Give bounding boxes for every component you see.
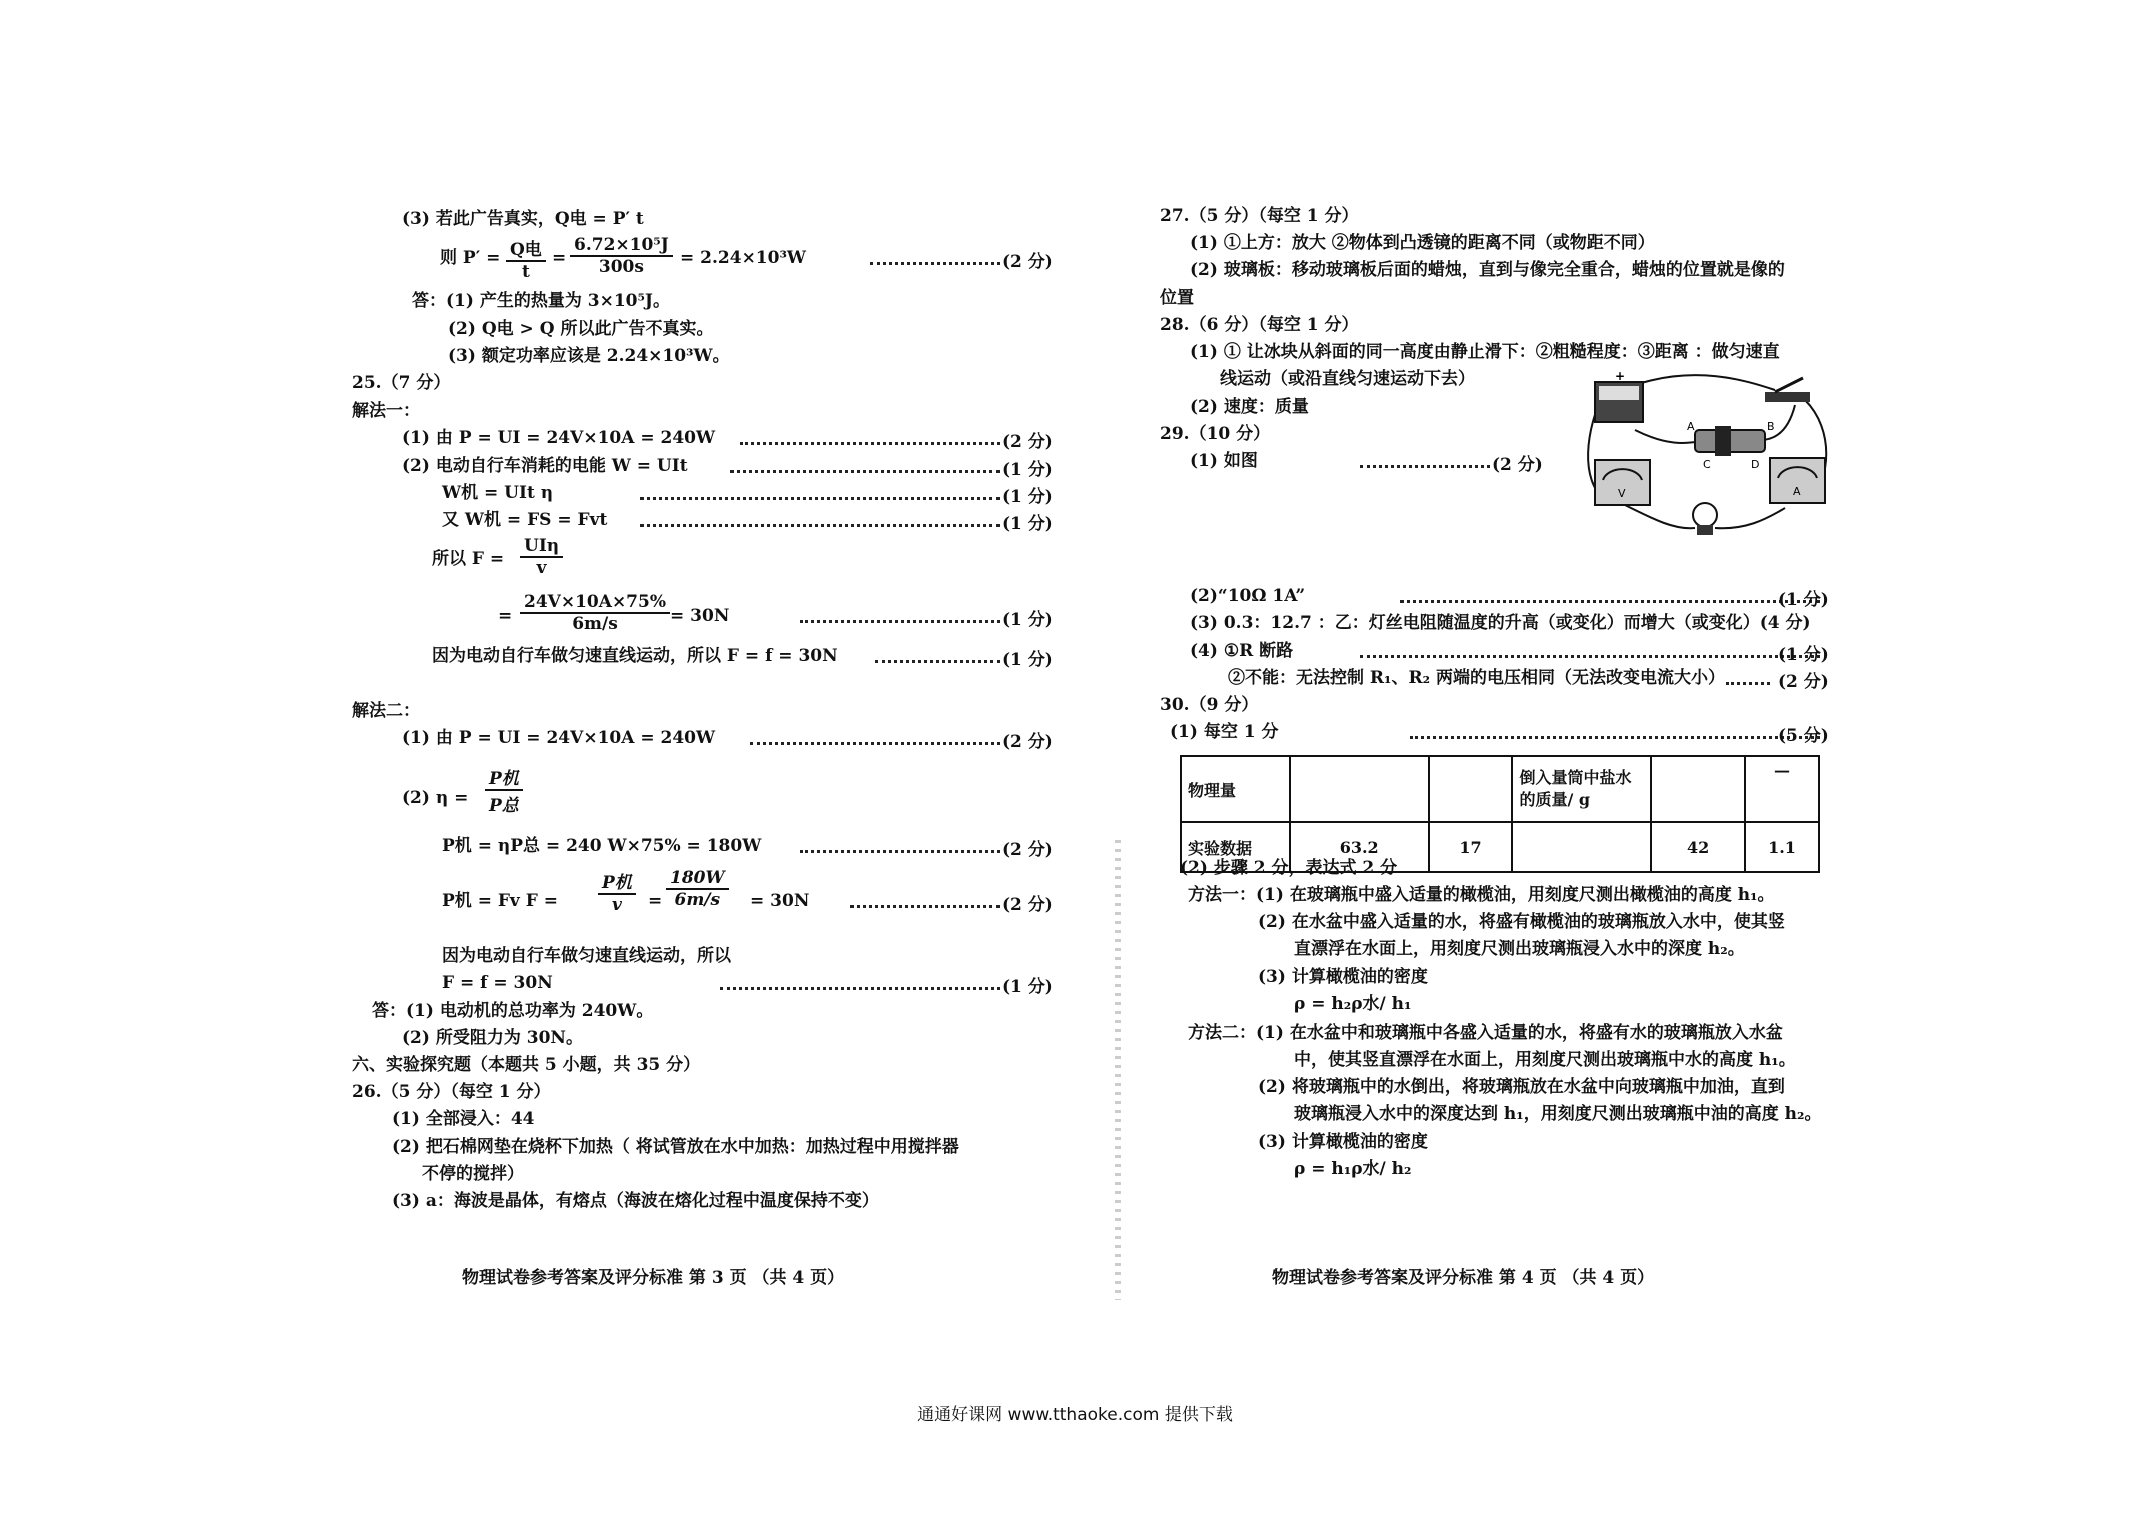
text-line: (2) 步骤 2 分，表达式 2 分: [1180, 858, 1398, 878]
text-line: 又 W机 = FS = Fvt: [442, 510, 608, 530]
denominator: 6m/s: [674, 890, 721, 910]
table-cell: 17: [1429, 822, 1513, 872]
text-line: 解法二：: [352, 701, 420, 721]
denominator: 300s: [598, 257, 644, 277]
svg-text:D: D: [1751, 458, 1760, 471]
svg-text:B: B: [1767, 420, 1775, 433]
wire: [1635, 375, 1775, 390]
score: (5 分): [1778, 726, 1829, 746]
svg-text:V: V: [1618, 487, 1626, 500]
leader-dots: [640, 524, 1000, 527]
score: (2 分): [1002, 432, 1053, 452]
leader-dots: [1726, 682, 1770, 685]
numerator: P机: [598, 868, 636, 895]
text-line: 玻璃瓶浸入水中的深度达到 h₁，用刻度尺测出玻璃瓶中油的高度 h₂。: [1294, 1104, 1822, 1124]
left-page: [330, 0, 1053, 1300]
text-line: (3) 额定功率应该是 2.24×10³W。: [448, 346, 730, 366]
text-line: (3) 若此广告真实，Q电 = P′ t: [402, 209, 644, 229]
leader-dots: [875, 660, 1000, 663]
text-line: =: [552, 248, 567, 268]
leader-dots: [750, 742, 1000, 745]
text-line: ρ = h₁ρ水/ h₂: [1294, 1159, 1412, 1179]
rheostat-icon: [1687, 420, 1775, 471]
page-footer: 物理试卷参考答案及评分标准 第 3 页 （共 4 页）: [462, 1268, 845, 1288]
denominator: v: [536, 558, 547, 578]
battery-icon: [1595, 370, 1643, 422]
text-line: (2) 速度：质量: [1190, 397, 1309, 417]
numerator: 180W: [666, 868, 729, 890]
text-line: 所以 F =: [432, 549, 505, 569]
svg-text:+: +: [1615, 370, 1626, 383]
score: (2 分): [1002, 252, 1053, 272]
table-cell: 1.1: [1745, 822, 1819, 872]
text-line: F = f = 30N: [442, 973, 553, 993]
leader-dots: [800, 620, 1000, 623]
numerator: Q电: [506, 235, 546, 262]
svg-text:A: A: [1793, 485, 1801, 498]
bulb-icon: [1693, 503, 1717, 535]
data-table: [1180, 755, 1820, 873]
text-line: = 30N: [670, 606, 730, 626]
page-fold: [1115, 840, 1121, 1300]
leader-dots: [1400, 600, 1820, 603]
text-line: 不停的搅拌）: [422, 1164, 524, 1184]
text-line: (2) 所受阻力为 30N。: [402, 1028, 583, 1048]
table-cell: [1429, 756, 1513, 822]
page-footer: 物理试卷参考答案及评分标准 第 4 页 （共 4 页）: [1272, 1268, 1655, 1288]
score: (1 分): [1778, 590, 1829, 610]
text-line: 因为电动自行车做匀速直线运动，所以 F = f = 30N: [432, 646, 838, 666]
svg-text:A: A: [1687, 420, 1695, 433]
text-line: (3) 计算橄榄油的密度: [1258, 1132, 1428, 1152]
right-page: [1160, 0, 1840, 1300]
text-line: (2) η =: [402, 788, 469, 808]
fraction: [520, 592, 670, 634]
leader-dots: [1410, 736, 1820, 739]
table-cell: 42: [1651, 822, 1745, 872]
leader-dots: [870, 262, 1000, 265]
score: (1 分): [1778, 645, 1829, 665]
table-cell: 倒入量筒中盐水的质量/ g: [1512, 756, 1651, 822]
fraction: [570, 235, 673, 277]
section-heading: 六、实验探究题（本题共 5 小题，共 35 分）: [352, 1055, 701, 1075]
text-line: =: [498, 606, 513, 626]
text-line: (2) Q电 > Q 所以此广告不真实。: [448, 319, 714, 339]
text-line: 26.（5 分）（每空 1 分）: [352, 1082, 551, 1102]
leader-dots: [640, 497, 1000, 500]
download-credit: 通通好课网 www.tthaoke.com 提供下载: [917, 1405, 1233, 1425]
text-line: 因为电动自行车做匀速直线运动，所以: [442, 946, 731, 966]
denominator: P总: [489, 796, 519, 816]
voltmeter-icon: [1595, 460, 1650, 505]
text-line: (1) ①上方：放大 ②物体到凸透镜的距离不同（或物距不同）: [1190, 233, 1655, 253]
fraction: [485, 764, 523, 816]
text-line: P机 = Fv F =: [442, 891, 558, 911]
text-line: (1) 全部浸入：44: [392, 1109, 535, 1129]
text-line: 则 P′ =: [440, 248, 501, 268]
table-cell: 物理量: [1181, 756, 1290, 822]
text-line: 线运动（或沿直线匀速运动下去）: [1220, 369, 1475, 389]
fraction: [506, 235, 546, 282]
leader-dots: [720, 987, 1000, 990]
text-line: (1) 每空 1 分: [1170, 722, 1279, 742]
text-line: 27.（5 分）（每空 1 分）: [1160, 206, 1359, 226]
score: (2 分): [1002, 895, 1053, 915]
text-line: 25.（7 分）: [352, 373, 451, 393]
leader-dots: [730, 470, 1000, 473]
denominator: t: [521, 262, 530, 282]
text-line: (2) 把石棉网垫在烧杯下加热（ 将试管放在水中加热：加热过程中用搅拌器: [392, 1137, 959, 1157]
text-line: 解法一：: [352, 401, 420, 421]
text-line: (1) 由 P = UI = 24V×10A = 240W: [402, 728, 716, 748]
score: (2 分): [1492, 455, 1543, 475]
ammeter-icon: [1770, 458, 1825, 503]
text-line: 29.（10 分）: [1160, 424, 1271, 444]
text-line: 位置: [1160, 288, 1194, 308]
score: (1 分): [1002, 460, 1053, 480]
score: (2 分): [1002, 732, 1053, 752]
text-line: (1) ① 让冰块从斜面的同一高度由静止滑下：②粗糙程度：③距离 ：做匀速直: [1190, 342, 1780, 362]
text-line: (1) 由 P = UI = 24V×10A = 240W: [402, 428, 716, 448]
score: (2 分): [1002, 840, 1053, 860]
table-cell: 实验数据: [1181, 822, 1290, 872]
text-line: 中，使其竖直漂浮在水面上，用刻度尺测出玻璃瓶中水的高度 h₁。: [1294, 1050, 1796, 1070]
text-line: (4) ①R 断路: [1190, 641, 1294, 661]
leader-dots: [850, 905, 1000, 908]
text-line: = 30N: [750, 891, 810, 911]
text-line: =: [648, 891, 663, 911]
leader-dots: [1360, 465, 1490, 468]
score: (1 分): [1002, 487, 1053, 507]
numerator: 6.72×10⁵J: [570, 235, 673, 257]
text-line: P机 = ηP总 = 240 W×75% = 180W: [442, 836, 762, 856]
text-line: 答：(1) 产生的热量为 3×10⁵J。: [412, 291, 670, 311]
text-line: 直漂浮在水面上，用刻度尺测出玻璃瓶浸入水中的深度 h₂。: [1294, 939, 1745, 959]
text-line: (3) 0.3：12.7 ：乙：灯丝电阻随温度的升高（或变化）而增大（或变化）(4 分): [1190, 613, 1811, 633]
wire: [1715, 508, 1785, 528]
text-line: = 2.24×10³W: [680, 248, 807, 268]
fraction: [666, 868, 729, 910]
circuit-diagram: [1575, 370, 1835, 545]
text-line: (3) 计算橄榄油的密度: [1258, 967, 1428, 987]
switch-icon: [1765, 378, 1810, 402]
score: (1 分): [1002, 977, 1053, 997]
denominator: v: [611, 895, 622, 915]
numerator: 24V×10A×75%: [520, 592, 670, 614]
text-line: 答：(1) 电动机的总功率为 240W。: [372, 1001, 654, 1021]
table-cell: 63.2: [1290, 822, 1429, 872]
text-line: (2) 将玻璃瓶中的水倒出，将玻璃瓶放在水盆中向玻璃瓶中加油，直到: [1258, 1077, 1785, 1097]
wire: [1625, 505, 1695, 528]
svg-text:C: C: [1703, 458, 1711, 471]
text-line: (2) 在水盆中盛入适量的水，将盛有橄榄油的玻璃瓶放入水中，使其竖: [1258, 912, 1785, 932]
text-line: (3) a：海波是晶体，有熔点（海波在熔化过程中温度保持不变）: [392, 1191, 879, 1211]
score: (1 分): [1002, 514, 1053, 534]
table-cell: [1290, 756, 1429, 822]
text-line: 30.（9 分）: [1160, 695, 1259, 715]
text-line: 方法一：(1) 在玻璃瓶中盛入适量的橄榄油，用刻度尺测出橄榄油的高度 h₁。: [1188, 885, 1775, 905]
leader-dots: [1360, 655, 1820, 658]
leader-dots: [800, 850, 1000, 853]
numerator: P机: [485, 764, 523, 791]
fraction: [520, 536, 563, 578]
text-line: W机 = UIt η: [442, 483, 554, 503]
fraction: [598, 868, 636, 915]
score: (1 分): [1002, 610, 1053, 630]
text-line: ρ = h₂ρ水/ h₁: [1294, 994, 1412, 1014]
score: (2 分): [1778, 672, 1829, 692]
text-line: (2) 玻璃板：移动玻璃板后面的蜡烛，直到与像完全重合，蜡烛的位置就是像的: [1190, 260, 1785, 280]
score: (1 分): [1002, 650, 1053, 670]
text-line: ②不能：无法控制 R₁、R₂ 两端的电压相同（无法改变电流大小）: [1228, 668, 1725, 688]
numerator: UIη: [520, 536, 563, 558]
text-line: (2)“10Ω 1A”: [1190, 586, 1306, 606]
table-cell: [1651, 756, 1745, 822]
table-cell: [1512, 822, 1651, 872]
text-line: 28.（6 分）（每空 1 分）: [1160, 315, 1359, 335]
text-line: (1) 如图: [1190, 451, 1258, 471]
denominator: 6m/s: [572, 614, 618, 634]
text-line: 方法二：(1) 在水盆中和玻璃瓶中各盛入适量的水，将盛有水的玻璃瓶放入水盆: [1188, 1023, 1783, 1043]
text-line: (2) 电动自行车消耗的电能 W = UIt: [402, 456, 688, 476]
leader-dots: [740, 442, 1000, 445]
table-row: [1181, 756, 1819, 822]
table-cell: —: [1745, 756, 1819, 822]
